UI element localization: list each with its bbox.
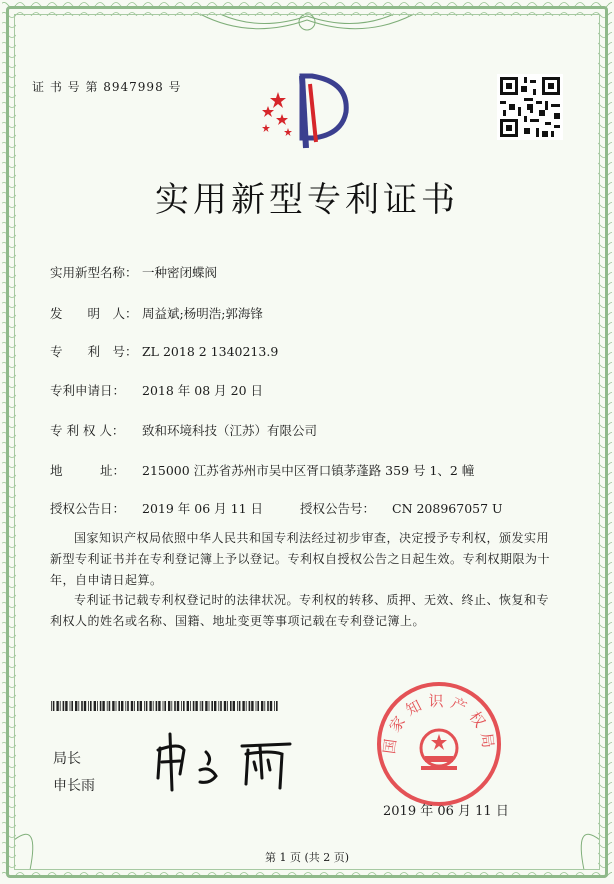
field-label: 专 利 号： [50,344,138,359]
inventors [50,304,263,322]
page-number: 第 1 页 (共 2 页) [264,851,350,864]
official-seal [375,680,503,808]
application-date [50,381,263,399]
field-label: 授权公告日： [50,501,126,516]
director-signature [150,728,310,798]
field-value: 215000 江苏省苏州市吴中区胥口镇茅蓬路 359 号 1、2 幢 [142,463,475,478]
seal-text: 国家知识产权局 [380,692,498,756]
field-label: 地 址： [50,463,126,478]
grant-announcement-date [50,499,263,517]
address [50,461,474,479]
field-label: 发 明 人： [50,306,138,321]
director-title: 局长 [53,751,81,767]
barcode [51,701,281,711]
field-label: 专利申请日： [50,383,126,398]
utility-model-name [50,263,217,281]
field-value: 周益斌;杨明浩;郭海锋 [142,306,263,321]
certificate-number: 证 书 号 第 8947998 号 [32,80,182,94]
field-value: 一种密闭蝶阀 [142,265,218,280]
statement-paragraph-1: 国家知识产权局依照中华人民共和国专利法经过初步审查，决定授予专利权，颁发实用新型专利证书并在专利登记簿上予以登记。专利权自授权公告之日起生效。专利权期限为十年，自申请日起算。 [50,531,551,587]
statement-paragraph-2: 专利证书记载专利权登记时的法律状况。专利权的转移、质押、无效、终止、恢复和专利权人的姓名或名称、国籍、地址变更等事项记载在专利登记簿上。 [50,593,550,628]
grant-announcement-number [300,499,503,517]
patent-number [50,342,278,360]
field-label: 专 利 权 人： [50,423,125,438]
field-label: 授权公告号： [300,501,376,516]
field-value: 致和环境科技（江苏）有限公司 [142,423,318,438]
patent-office-logo [254,72,354,152]
director-name: 申长雨 [53,778,95,794]
field-value: CN 208967057 U [392,501,503,516]
field-value: 2018 年 08 月 20 日 [142,383,263,398]
seal-date: 2019 年 06 月 11 日 [383,804,509,819]
field-label: 实用新型名称： [50,265,138,280]
field-value: ZL 2018 2 1340213.9 [142,344,279,359]
certificate-title: 实用新型专利证书 [155,180,459,220]
patentee [50,421,317,439]
field-value: 2019 年 06 月 11 日 [142,501,263,516]
qr-code [497,74,563,140]
